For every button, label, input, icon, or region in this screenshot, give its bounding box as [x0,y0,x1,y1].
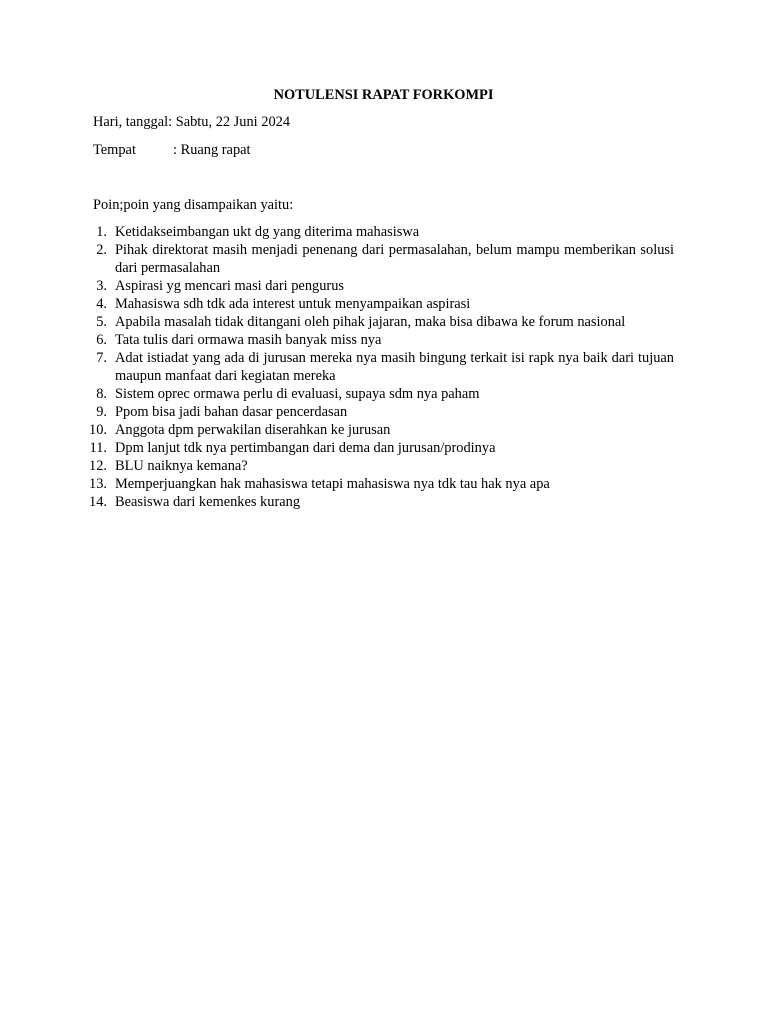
list-item-text: BLU naiknya kemana? [115,458,248,474]
date-line: Hari, tanggal: Sabtu, 22 Juni 2024 [93,114,291,130]
list-item-number: 10. [89,422,107,438]
list-item [89,421,674,439]
list-item [93,313,674,331]
points-list [89,223,674,511]
list-item-text: Ketidakseimbangan ukt dg yang diterima mahasiswa [115,224,420,240]
document-body [89,86,674,511]
list-item-text: Dpm lanjut tdk nya pertimbangan dari dema dan jurusan/prodinya [115,440,496,456]
place-value: : Ruang rapat [173,142,251,158]
list-item [89,439,674,457]
list-item [93,241,674,277]
place-label: Tempat [93,142,136,158]
list-item-number: 12. [89,458,107,474]
list-item-number: 6. [96,332,107,348]
list-item-number: 9. [96,404,107,420]
list-item-number: 5. [96,314,107,330]
list-item-text: Memperjuangkan hak mahasiswa tetapi mahasiswa nya tdk tau hak nya apa [115,476,550,492]
list-item-number: 3. [96,278,107,294]
list-item-number: 14. [89,494,107,510]
list-item-text: Adat istiadat yang ada di jurusan mereka nya masih bingung terkait isi rapk nya baik dari tujuan maupun manfaat dari kegiatan mereka [115,350,674,384]
list-item [93,385,674,403]
list-item-text: Sistem oprec ormawa perlu di evaluasi, supaya sdm nya paham [115,386,480,402]
list-item [93,223,674,241]
list-item [89,457,674,475]
list-item-text: Pihak direktorat masih menjadi penenang dari permasalahan, belum mampu memberikan solusi dari permasalahan [115,242,674,276]
list-item [93,349,674,385]
list-item-text: Beasiswa dari kemenkes kurang [115,494,301,510]
list-item-number: 11. [89,440,107,456]
list-item-number: 1. [96,224,107,240]
list-item-number: 13. [89,476,107,492]
list-item [93,331,674,349]
list-item [89,493,674,511]
list-item-text: Aspirasi yg mencari masi dari pengurus [115,278,344,294]
place-line [93,141,674,159]
list-item [89,475,674,493]
list-item-number: 8. [96,386,107,402]
list-item-text: Mahasiswa sdh tdk ada interest untuk menyampaikan aspirasi [115,296,471,312]
list-item-text: Ppom bisa jadi bahan dasar pencerdasan [115,404,348,420]
document-title: NOTULENSI RAPAT FORKOMPI [273,87,494,103]
list-item-number: 2. [96,242,107,258]
list-item-number: 4. [96,296,107,312]
points-intro: Poin;poin yang disampaikan yaitu: [93,197,294,213]
list-item [93,277,674,295]
list-item [93,295,674,313]
list-item-text: Apabila masalah tidak ditangani oleh pihak jajaran, maka bisa dibawa ke forum nasional [115,314,626,330]
list-item-text: Anggota dpm perwakilan diserahkan ke jurusan [115,422,391,438]
list-item-number: 7. [96,350,107,366]
list-item-text: Tata tulis dari ormawa masih banyak miss nya [115,332,382,348]
list-item [93,403,674,421]
